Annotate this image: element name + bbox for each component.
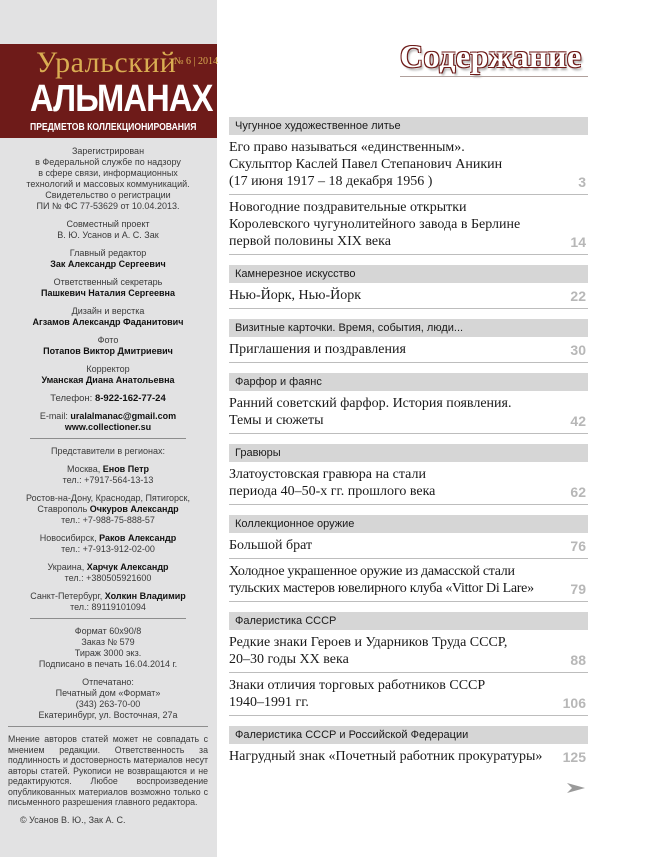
section-heading: Коллекционное оружие: [229, 515, 588, 533]
registration-line: Свидетельство о регистрации: [45, 190, 171, 200]
print-line: Заказ № 579: [81, 637, 135, 647]
registration-line: технологий и массовых коммуникаций.: [26, 179, 190, 189]
divider: [8, 726, 208, 727]
phone-label: Телефон:: [50, 393, 93, 404]
print-line: Формат 60х90/8: [74, 626, 142, 636]
toc-entry[interactable]: [229, 337, 588, 363]
toc-entry-title: периода 40–50-х гг. прошлого века: [229, 484, 436, 499]
toc-entry[interactable]: [229, 559, 588, 602]
masthead-title-main: АЛЬМАНАХ: [30, 78, 213, 120]
divider: [30, 618, 186, 619]
secretary-value: Пашкевич Наталия Сергеевна: [41, 288, 175, 298]
toc-entry[interactable]: [229, 533, 588, 559]
toc-entry-title: первой половины XIX века: [229, 234, 391, 249]
imprint-block: [8, 146, 208, 808]
corrector-label: Корректор: [86, 364, 130, 374]
rep-city: Ростов-на-Дону, Краснодар, Пятигорск,: [26, 493, 190, 503]
page-title: Содержание: [400, 38, 582, 74]
masthead-logo: [0, 44, 217, 138]
rep-name: Харчук Александр: [86, 562, 169, 572]
phone-value: 8-922-162-77-24: [94, 393, 166, 404]
email-line: [8, 411, 208, 422]
masthead-subtitle: ПРЕДМЕТОВ КОЛЛЕКЦИОНИРОВАНИЯ: [30, 121, 197, 133]
masthead-title-top: Уральский: [36, 46, 177, 79]
print-line: Подписано в печать 16.04.2014 г.: [38, 659, 178, 669]
toc-entry-title: Нью-Йорк, Нью-Йорк: [229, 288, 362, 303]
rep-entry: [8, 562, 208, 584]
toc-entry-title: Ранний советский фарфор. История появления.: [229, 396, 512, 411]
rep-city: Новосибирск,: [39, 533, 97, 543]
section-heading: Фарфор и фаянс: [229, 373, 588, 391]
registration-line: ПИ № ФС 77-53629 от 10.04.2013.: [36, 201, 180, 211]
toc-page-number: 76: [570, 538, 586, 554]
rep-city: Украина,: [47, 562, 85, 572]
toc-entry-title: 20–30 годы XX века: [229, 652, 349, 667]
registration-info: [8, 146, 208, 212]
toc-page-number: 62: [570, 484, 586, 500]
design-label: Дизайн и верстка: [71, 306, 145, 316]
section-heading: Гравюры: [229, 444, 588, 462]
email-label: E-mail:: [39, 411, 68, 421]
rep-name: Очкуров Александр: [89, 504, 179, 514]
toc-page-number: 30: [570, 342, 586, 358]
toc-entry[interactable]: [229, 673, 588, 716]
registration-line: в Федеральной службе по надзору: [35, 157, 181, 167]
toc-entry-title: Приглашения и поздравления: [229, 342, 406, 357]
rep-name: Раков Александр: [99, 533, 177, 543]
toc-entry[interactable]: [229, 462, 588, 505]
section-heading: Камнерезное искусство: [229, 265, 588, 283]
table-of-contents: [229, 117, 588, 769]
rep-city: Ставрополь: [37, 504, 88, 514]
imprint-column: [0, 0, 217, 857]
project-value: В. Ю. Усанов и А. С. Зак: [57, 230, 159, 240]
issue-number: № 6 | 2014: [174, 56, 219, 67]
toc-entry-title: Темы и сюжеты: [229, 413, 324, 428]
email-link[interactable]: uralalmanac@gmail.com: [70, 411, 177, 421]
rep-entry: [8, 493, 208, 526]
printer-line: (343) 263-70-00: [75, 699, 141, 709]
rep-name: Холкин Владимир: [104, 591, 186, 601]
printed-label: Отпечатано:: [82, 677, 134, 687]
toc-entry[interactable]: [229, 135, 588, 195]
toc-page-number: 106: [562, 695, 586, 711]
rep-phone: тел.: +7917-564-13-13: [62, 475, 154, 485]
corrector-value: Уманская Диана Анатольевна: [41, 375, 175, 385]
copyright: © Усанов В. Ю., Зак А. С.: [20, 815, 126, 825]
rep-entry: [8, 591, 208, 613]
toc-entry-title: Большой брат: [229, 538, 313, 553]
next-page-arrow-icon: [566, 782, 586, 794]
divider: [30, 438, 186, 439]
print-line: Тираж 3000 экз.: [74, 648, 142, 658]
registration-line: в сфере связи, информационных: [38, 168, 178, 178]
toc-entry-title: Его право называться «единственным».: [229, 140, 465, 155]
disclaimer: Мнение авторов статей может не совпадать с мнением редакции. Ответственность за подлинность и достоверность материалов несут авторы статей. Рукописи не возвращаются и не редактируются. Любое воспроизведение опубликованных материалов возможно только с письменного разрешения главного редактора.: [8, 734, 208, 807]
regions-label: Представители в регионах:: [51, 446, 165, 456]
toc-entry-title: (17 июня 1917 – 18 декабря 1956 ): [229, 174, 433, 189]
design-value: Агзамов Александр Фаданитович: [32, 317, 184, 327]
toc-page-number: 88: [570, 652, 586, 668]
toc-page-number: 22: [570, 288, 586, 304]
toc-page-number: 14: [570, 234, 586, 250]
website-link[interactable]: www.collectioner.su: [64, 422, 152, 432]
registration-line: Зарегистрирован: [71, 146, 145, 156]
photo-label: Фото: [97, 335, 119, 345]
toc-entry-title: Королевского чугунолитейного завода в Берлине: [229, 217, 521, 232]
toc-entry-title: тульских мастеров ювелирного клуба «Vittor Di Lare»: [229, 581, 534, 596]
rep-city: Санкт-Петербург,: [30, 591, 103, 601]
title-rule: [400, 76, 588, 77]
toc-entry-title: Холодное украшенное оружие из дамасской стали: [229, 564, 515, 579]
editor-label: Главный редактор: [69, 248, 147, 258]
toc-entry[interactable]: [229, 195, 588, 255]
rep-name: Енов Петр: [102, 464, 149, 474]
section-heading: Фалеристика СССР и Российской Федерации: [229, 726, 588, 744]
rep-phone: тел.: 89119101094: [70, 602, 146, 612]
printer-line: Печатный дом «Формат»: [55, 688, 161, 698]
rep-phone: тел.: +7-913-912-02-00: [61, 544, 155, 554]
toc-page-number: 125: [562, 749, 586, 765]
toc-entry-title: Редкие знаки Героев и Ударников Труда СССР,: [229, 635, 508, 650]
section-heading: Чугунное художественное литье: [229, 117, 588, 135]
section-heading: Визитные карточки. Время, события, люди...: [229, 319, 588, 337]
toc-entry-title: Нагрудный знак «Почетный работник прокуратуры»: [229, 749, 543, 764]
rep-phone: тел.: +7-988-75-888-57: [61, 515, 155, 525]
toc-entry[interactable]: [229, 744, 588, 769]
phone-line: [8, 393, 208, 404]
toc-page-number: 79: [570, 581, 586, 597]
rep-entry: [8, 464, 208, 486]
toc-entry-title: Знаки отличия торговых работников СССР: [229, 678, 486, 693]
toc-entry-title: Новогодние поздравительные открытки: [229, 200, 467, 215]
toc-entry-title: Скульптор Каслей Павел Степанович Аникин: [229, 157, 503, 172]
secretary-label: Ответственный секретарь: [53, 277, 163, 287]
rep-phone: тел.: +380505921600: [64, 573, 152, 583]
project-label: Совместный проект: [66, 219, 150, 229]
toc-page-number: 42: [570, 413, 586, 429]
toc-entry[interactable]: [229, 391, 588, 434]
toc-entry[interactable]: [229, 630, 588, 673]
photo-value: Потапов Виктор Дмитриевич: [43, 346, 173, 356]
editor-value: Зак Александр Сергеевич: [50, 259, 166, 269]
rep-city: Москва,: [67, 464, 101, 474]
print-info: [8, 626, 208, 670]
toc-page-number: 3: [578, 174, 586, 190]
rep-entry: [8, 533, 208, 555]
toc-entry-title: 1940–1991 гг.: [229, 695, 309, 710]
toc-entry[interactable]: [229, 283, 588, 309]
section-heading: Фалеристика СССР: [229, 612, 588, 630]
printer-line: Екатеринбург, ул. Восточная, 27а: [38, 710, 178, 720]
toc-entry-title: Златоустовская гравюра на стали: [229, 467, 426, 482]
